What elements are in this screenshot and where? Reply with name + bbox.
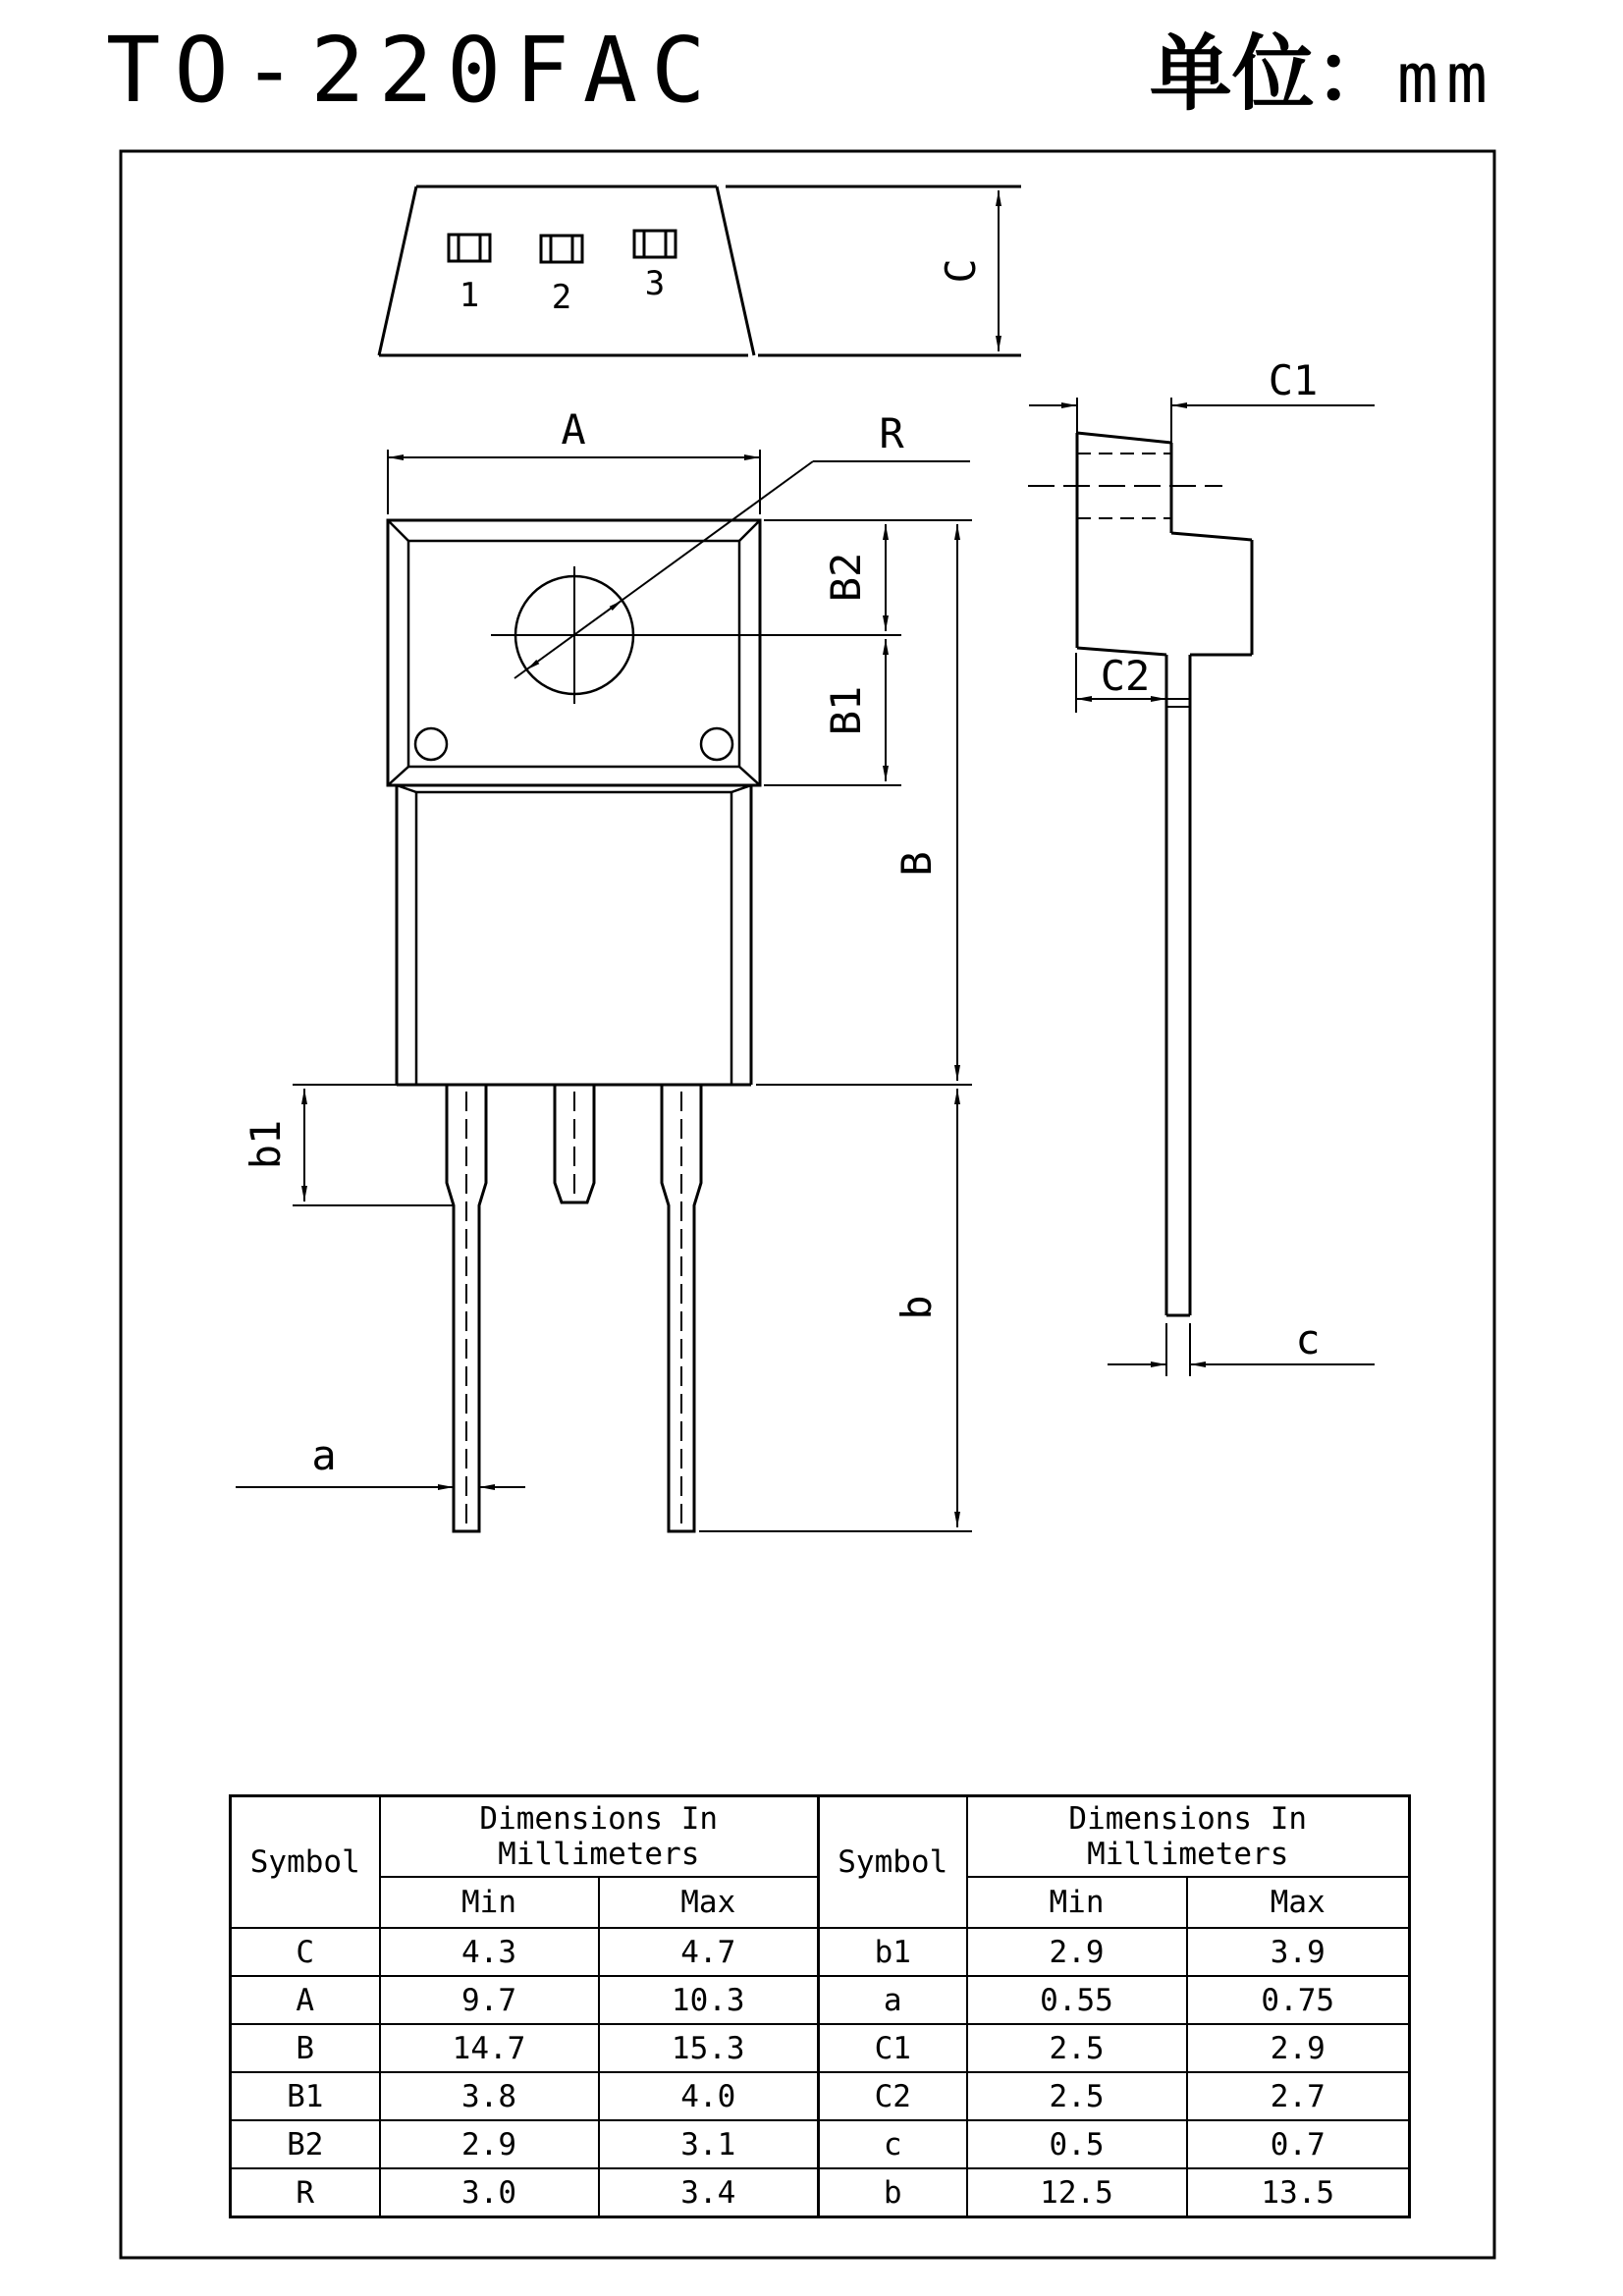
dim-C: [937, 190, 999, 351]
dim-B-label: B: [893, 851, 941, 877]
cell-symbol: b1: [819, 1928, 967, 1976]
cell-max: 15.3: [599, 2024, 819, 2072]
cell-max: 4.7: [599, 1928, 819, 1976]
dim-C2: [1076, 652, 1166, 713]
dim-c-label: c: [1295, 1315, 1321, 1363]
top-view-left-slant: [379, 187, 416, 355]
cell-min: 0.55: [967, 1976, 1187, 2024]
unit-value: mm: [1396, 38, 1495, 119]
pin3-pad: [634, 231, 676, 257]
pin-centerlines: [466, 1092, 681, 1523]
dim-a-label: a: [311, 1431, 337, 1479]
dim-A-label: A: [561, 405, 586, 454]
dim-a: [236, 1431, 525, 1487]
cell-symbol: B: [231, 2024, 380, 2072]
cell-symbol: A: [231, 1976, 380, 2024]
pin3-label: 3: [644, 264, 666, 303]
top-view: [379, 187, 1021, 355]
table-header-min: Min: [380, 1877, 599, 1928]
cell-min: 0.5: [967, 2120, 1187, 2168]
cell-max: 13.5: [1187, 2168, 1410, 2217]
side-pin-step: [1166, 699, 1190, 707]
dim-B: [893, 524, 957, 1081]
table-header-min: Min: [967, 1877, 1187, 1928]
table-header-max: Max: [599, 1877, 819, 1928]
dim-C1-label: C1: [1268, 356, 1319, 404]
cell-max: 3.1: [599, 2120, 819, 2168]
table-row: [819, 1928, 1410, 1976]
table-row: [231, 1928, 819, 1976]
table-row: [819, 1976, 1410, 2024]
tab-top-slant: [1077, 433, 1171, 443]
cell-min: 14.7: [380, 2024, 599, 2072]
body-sides: [397, 785, 751, 1085]
table-header-dimensions: Dimensions In Millimeters: [967, 1796, 1410, 1878]
cell-min: 12.5: [967, 2168, 1187, 2217]
dim-b1-label: b1: [242, 1119, 290, 1170]
dim-c: [1108, 1315, 1375, 1376]
cell-symbol: C2: [819, 2072, 967, 2120]
cell-symbol: c: [819, 2120, 967, 2168]
table-header-symbol: Symbol: [819, 1796, 967, 1929]
dim-B2-label: B2: [822, 552, 870, 603]
dim-B1: [822, 639, 886, 781]
cell-symbol: b: [819, 2168, 967, 2217]
table-header-max: Max: [1187, 1877, 1410, 1928]
dimension-table: [229, 1794, 1411, 2218]
dim-C-label: C: [937, 258, 985, 284]
cell-min: 2.9: [967, 1928, 1187, 1976]
cell-max: 3.9: [1187, 1928, 1410, 1976]
pin2-label: 2: [551, 278, 572, 317]
side-pin-outline: [1166, 655, 1190, 1315]
cell-max: 0.75: [1187, 1976, 1410, 2024]
cell-max: 0.7: [1187, 2120, 1410, 2168]
dim-b: [893, 1089, 957, 1527]
table-row: [819, 2072, 1410, 2120]
cell-symbol: a: [819, 1976, 967, 2024]
dim-B2: [822, 524, 886, 631]
table-header-dimensions: Dimensions In Millimeters: [380, 1796, 819, 1878]
dimension-table-left: [229, 1794, 820, 2218]
cell-symbol: B2: [231, 2120, 380, 2168]
table-header-symbol: Symbol: [231, 1796, 380, 1929]
cell-symbol: R: [231, 2168, 380, 2217]
table-row: [231, 2024, 819, 2072]
cell-max: 10.3: [599, 1976, 819, 2024]
dim-C2-label: C2: [1100, 652, 1151, 700]
body-step-slant: [1171, 533, 1252, 540]
table-row: [231, 1976, 819, 2024]
package-title: TO-220FAC: [106, 18, 720, 123]
cell-min: 2.5: [967, 2024, 1187, 2072]
cell-min: 3.8: [380, 2072, 599, 2120]
side-view: [1028, 433, 1252, 1315]
unit-label: 单位：: [1149, 25, 1397, 122]
cell-max: 2.7: [1187, 2072, 1410, 2120]
dimension-table-right: [817, 1794, 1411, 2218]
cell-max: 3.4: [599, 2168, 819, 2217]
pin1-label: 1: [459, 276, 480, 315]
table-row: [231, 2120, 819, 2168]
pin2-pad: [541, 236, 582, 262]
dim-A: [388, 405, 760, 514]
dim-R-label: R: [879, 409, 904, 457]
table-row: [231, 2072, 819, 2120]
body-inner-lines: [416, 792, 731, 1085]
table-row: [819, 2120, 1410, 2168]
cell-max: 2.9: [1187, 2024, 1410, 2072]
dim-B1-label: B1: [822, 685, 870, 736]
cell-symbol: C: [231, 1928, 380, 1976]
index-hole-left: [415, 728, 447, 760]
top-view-break-line: [717, 187, 754, 355]
cell-min: 2.9: [380, 2120, 599, 2168]
table-row: [819, 2024, 1410, 2072]
cell-symbol: B1: [231, 2072, 380, 2120]
cell-min: 4.3: [380, 1928, 599, 1976]
dim-b1: [242, 1085, 454, 1205]
cell-symbol: C1: [819, 2024, 967, 2072]
front-view: [388, 520, 760, 1531]
hidden-hole-lines: [1028, 454, 1222, 518]
pin1-pad: [449, 235, 490, 261]
cell-min: 2.5: [967, 2072, 1187, 2120]
cell-min: 3.0: [380, 2168, 599, 2217]
table-row: [231, 2168, 819, 2217]
dim-C1: [1029, 356, 1375, 445]
cell-max: 4.0: [599, 2072, 819, 2120]
dim-b-label: b: [893, 1295, 941, 1320]
table-row: [819, 2168, 1410, 2217]
index-hole-right: [701, 728, 732, 760]
cell-min: 9.7: [380, 1976, 599, 2024]
